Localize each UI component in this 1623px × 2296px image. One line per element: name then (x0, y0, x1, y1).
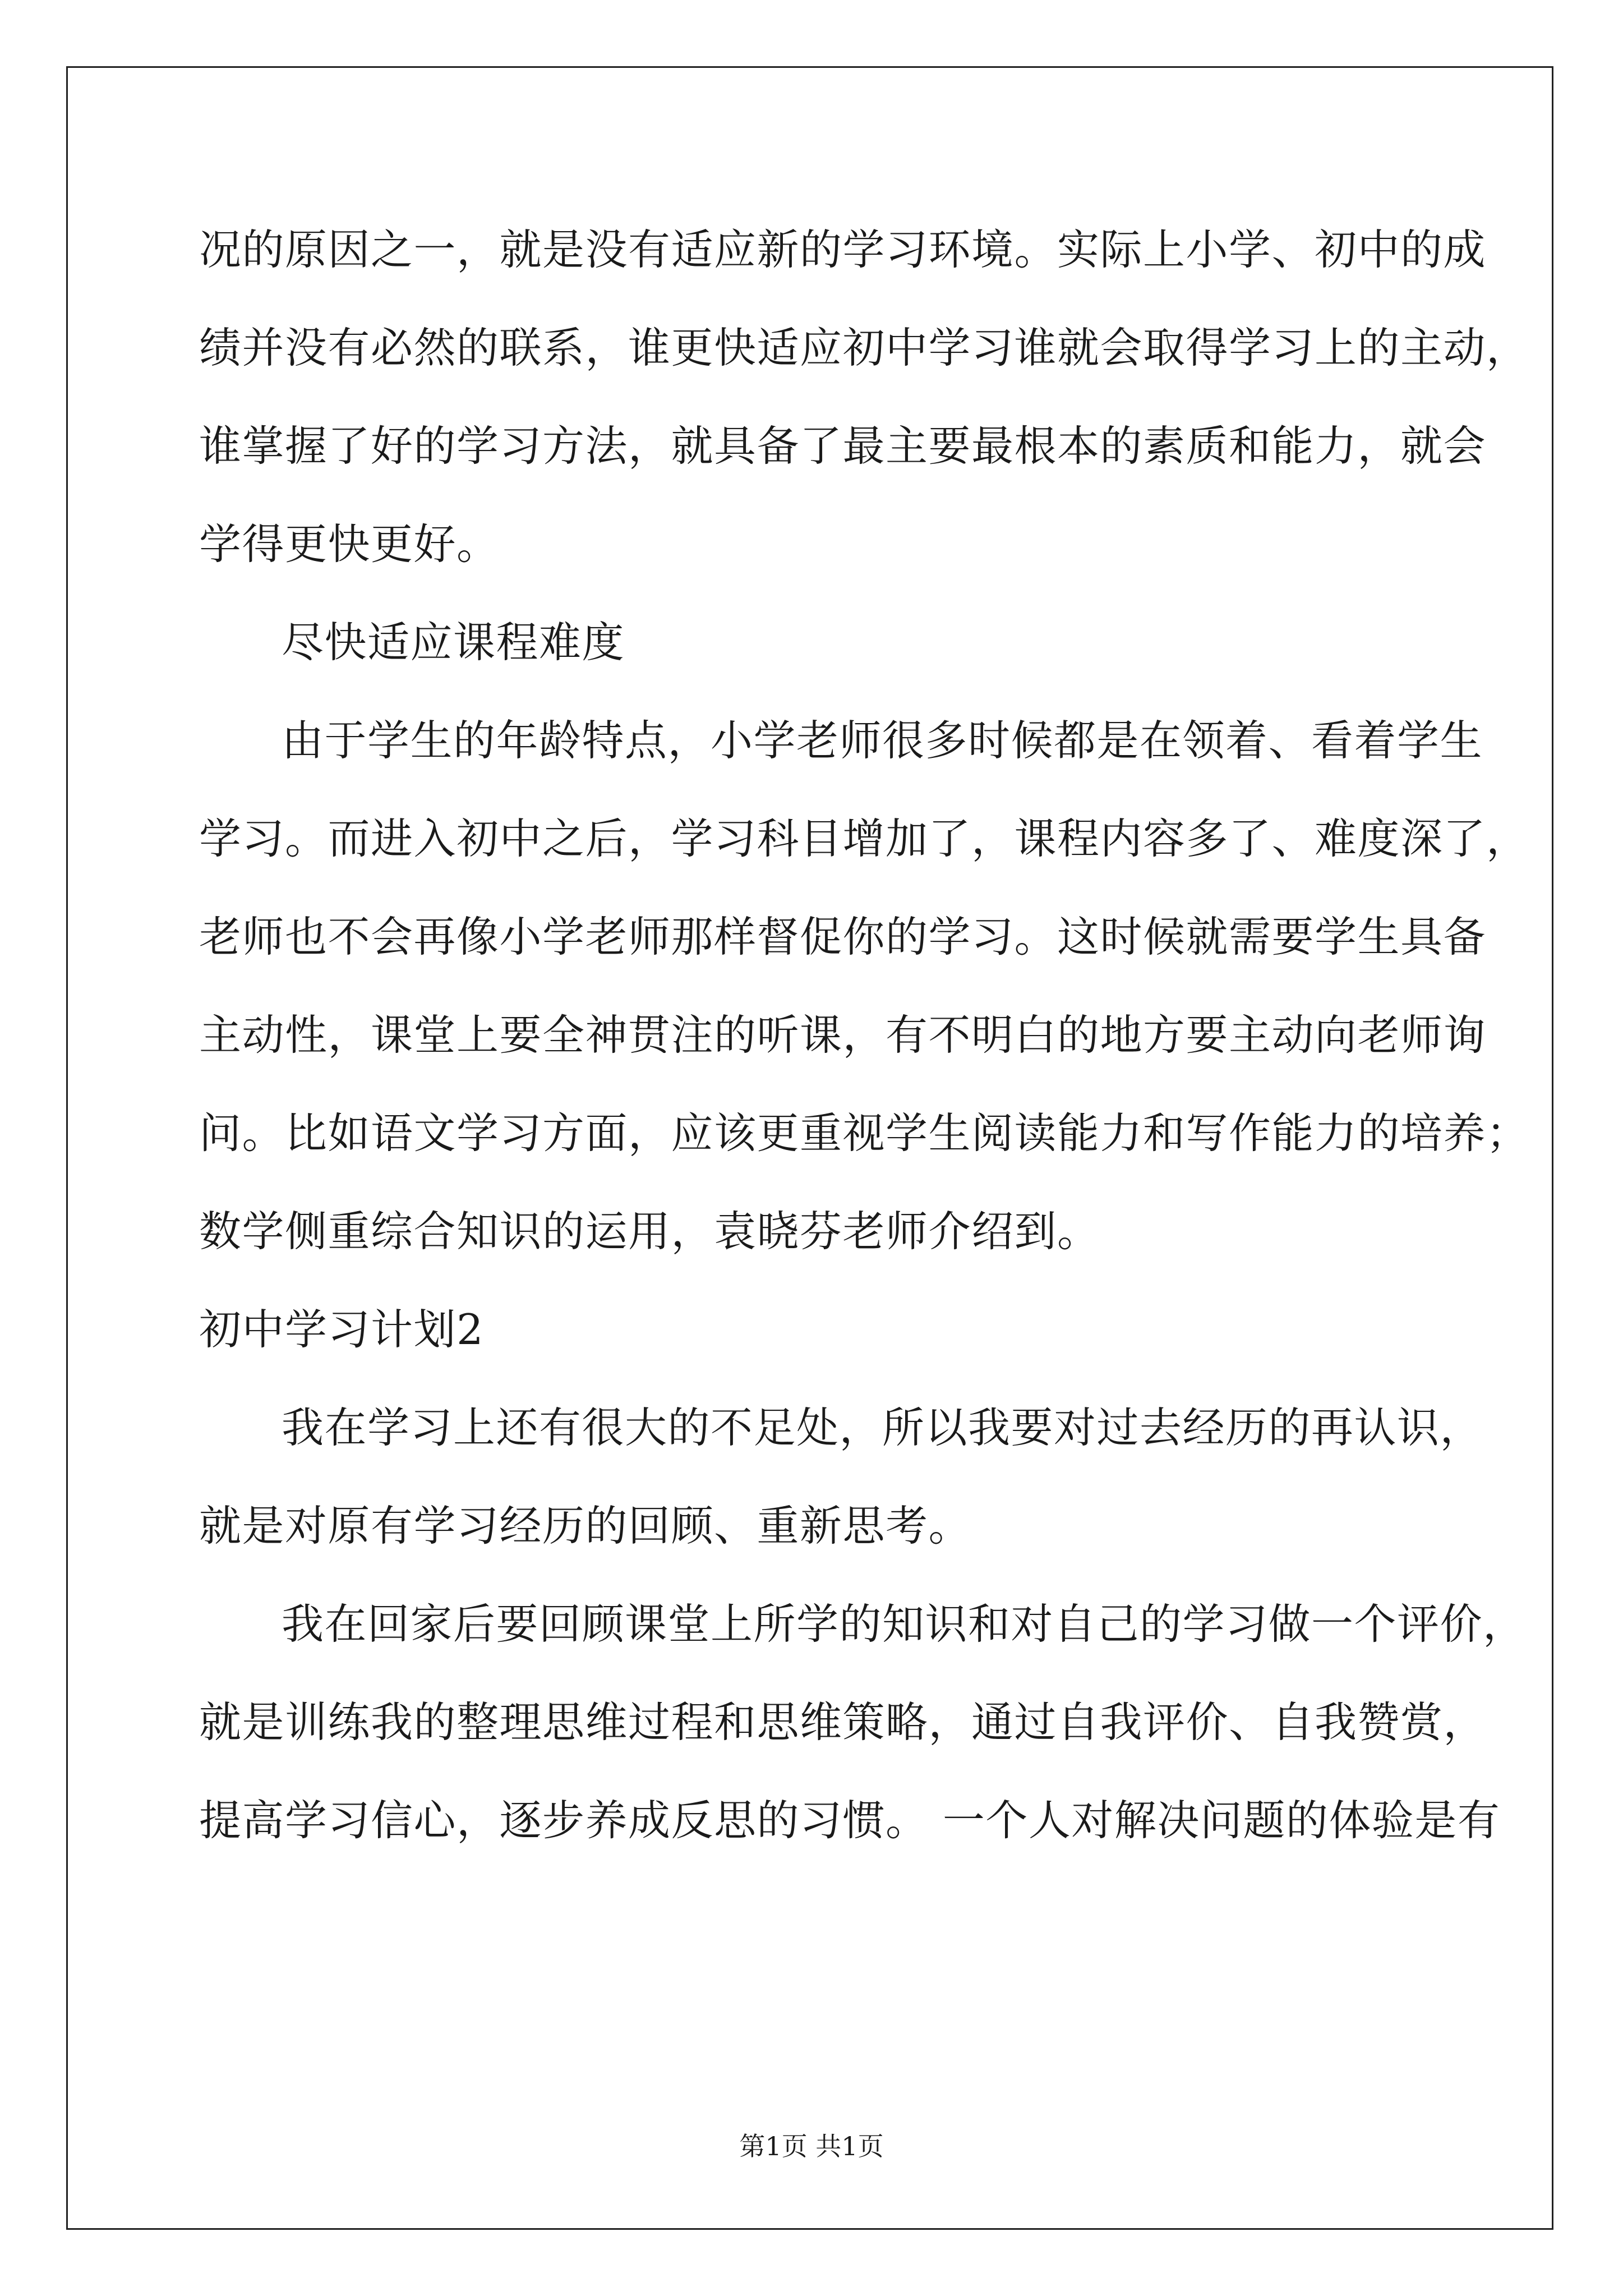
text-line: 主动性，课堂上要全神贯注的听课，有不明白的地方要主动向老师询 (199, 1010, 1487, 1060)
text-line: 就是训练我的整理思维过程和思维策略，通过自我评价、自我赞赏， (199, 1697, 1487, 1747)
text-line: 学习。而进入初中之后，学习科目增加了，课程内容多了、难度深了， (199, 814, 1529, 863)
text-line: 提高学习信心，逐步养成反思的习惯。 一个人对解决问题的体验是有 (199, 1796, 1501, 1845)
document-title: 初中学习计划2 (199, 1305, 485, 1354)
page-number: 第1页 共1页 (739, 2131, 884, 2161)
section-heading: 尽快适应课程难度 (282, 618, 625, 667)
text-line: 况的原因之一，就是没有适应新的学习环境。实际上小学、初中的成 (199, 225, 1487, 274)
text-line: 老师也不会再像小学老师那样督促你的学习。这时候就需要学生具备 (199, 912, 1487, 961)
text-line: 就是对原有学习经历的回顾、重新思考。 (199, 1501, 972, 1550)
text-line: 数学侧重综合知识的运用，袁晓芬老师介绍到。 (199, 1207, 1100, 1256)
text-line: 谁掌握了好的学习方法，就具备了最主要最根本的素质和能力，就会 (199, 421, 1487, 471)
text-line: 我在回家后要回顾课堂上所学的知识和对自己的学习做一个评价， (282, 1599, 1526, 1649)
text-line: 绩并没有必然的联系，谁更快适应初中学习谁就会取得学习上的主动， (199, 323, 1529, 372)
text-line: 问。比如语文学习方面，应该更重视学生阅读能力和写作能力的培养； (199, 1108, 1529, 1158)
text-line: 学得更快更好。 (199, 519, 500, 569)
text-line: 由于学生的年龄特点，小学老师很多时候都是在领着、看着学生 (282, 716, 1483, 765)
text-line: 我在学习上还有很大的不足处，所以我要对过去经历的再认识， (282, 1403, 1483, 1452)
